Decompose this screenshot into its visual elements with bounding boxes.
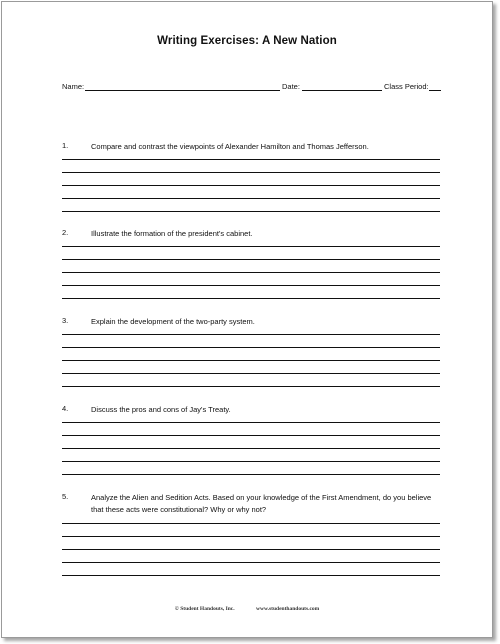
answer-line [62, 562, 440, 563]
worksheet-title: Writing Exercises: A New Nation [157, 35, 337, 47]
class-period-blank [429, 90, 441, 91]
answer-line [62, 211, 440, 212]
answer-line [62, 159, 440, 160]
answer-line [62, 334, 440, 335]
answer-line [62, 575, 440, 576]
answer-line [62, 285, 440, 286]
answer-line [62, 347, 440, 348]
class-period-label: Class Period: [384, 82, 429, 91]
question-text: Analyze the Alien and Sedition Acts. Based on your knowledge of the First Amendment, do you believe that these acts were constitutional? Why or why not? [91, 493, 432, 514]
question-text: Compare and contrast the viewpoints of Alexander Hamilton and Thomas Jefferson. [91, 142, 369, 151]
answer-line [62, 185, 440, 186]
answer-line [62, 198, 440, 199]
footer-copyright: © Student Handouts, Inc. [174, 606, 235, 612]
answer-line [62, 386, 440, 387]
answer-line [62, 461, 440, 462]
answer-line [62, 373, 440, 374]
answer-line [62, 246, 440, 247]
date-blank [302, 90, 382, 91]
answer-line [62, 549, 440, 550]
answer-line [62, 523, 440, 524]
answer-line [62, 435, 440, 436]
question-number: 3. [62, 316, 69, 325]
question-number: 2. [62, 228, 69, 237]
answer-line [62, 259, 440, 260]
question-text: Explain the development of the two-party system. [91, 317, 255, 326]
name-label: Name: [62, 82, 85, 91]
answer-line [62, 172, 440, 173]
page-footer [2, 606, 492, 612]
question-text: Discuss the pros and cons of Jay's Treaty. [91, 405, 231, 414]
question-text: Illustrate the formation of the president's cabinet. [91, 229, 253, 238]
answer-line [62, 272, 440, 273]
question-number: 1. [62, 141, 69, 150]
name-blank [85, 90, 280, 91]
worksheet-page [1, 1, 493, 638]
answer-line [62, 298, 440, 299]
answer-line [62, 536, 440, 537]
answer-line [62, 360, 440, 361]
answer-line [62, 422, 440, 423]
date-label: Date: [282, 82, 300, 91]
footer-website: www.studenthandouts.com [256, 606, 320, 612]
answer-line [62, 474, 440, 475]
question-number: 5. [62, 492, 69, 501]
question-number: 4. [62, 404, 69, 413]
student-info-row [62, 82, 442, 94]
answer-line [62, 448, 440, 449]
